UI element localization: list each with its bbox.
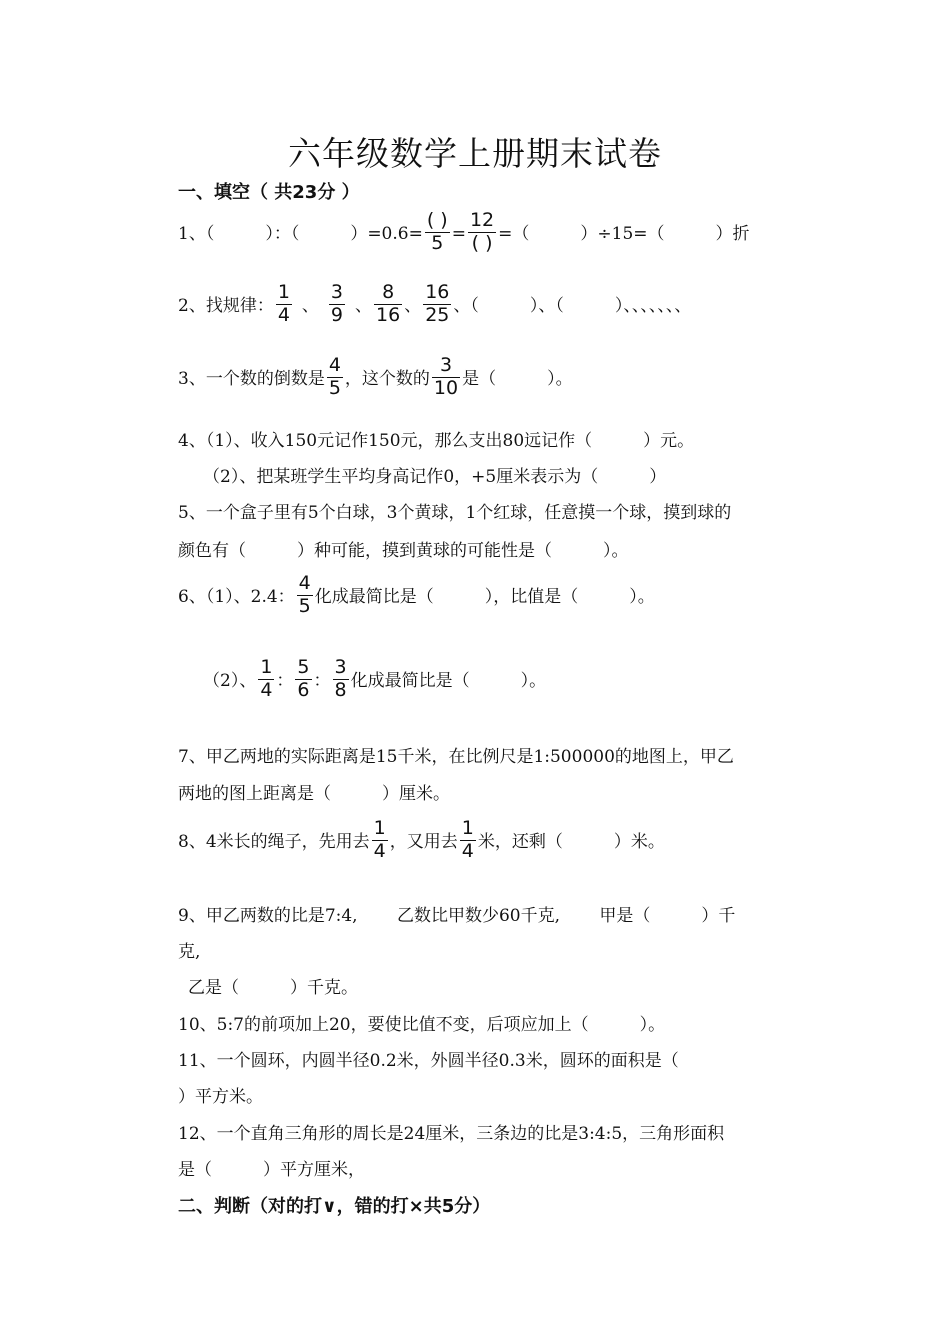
- q2-fraction-3: $\frac{8}{16}$: [376, 281, 401, 326]
- question-6-part-1: 6、（1）、2.4： $\frac{4}{5}$ 化成最简比是（ ），比值是（ ）。: [178, 572, 655, 617]
- question-6-part-2: （2）、 $\frac{1}{4}$ ： $\frac{5}{6}$ ： $\frac{3}{8}$ 化成最简比是（ ）。: [203, 656, 547, 701]
- q1-text-b: =（ ）÷15=（ ）折: [498, 223, 750, 244]
- q1-fraction-2: $\frac{12}{( )}$: [469, 209, 495, 254]
- q2-fraction-1: $\frac{1}{4}$: [277, 281, 290, 326]
- question-5-line-1: 5、一个盒子里有5个白球，3个黄球，1个红球，任意摸一个球，摸到球的: [178, 503, 732, 523]
- question-11-line-1: 11、一个圆环，内圆半径0.2米，外圆半径0.3米，圆环的面积是（: [178, 1051, 679, 1071]
- question-1: [178, 210, 750, 255]
- question-9-line-1: 9、甲乙两数的比是7:4, 乙数比甲数少60千克, 甲是（ ）千: [178, 906, 736, 926]
- question-7-line-2: 两地的图上距离是（ ）厘米。: [178, 784, 450, 804]
- q1-fraction-1: $\frac{( )}{5}$: [426, 209, 448, 254]
- q2-fraction-2: $\frac{3}{9}$: [330, 281, 344, 326]
- q6b-fraction-3: $\frac{3}{8}$: [334, 656, 347, 701]
- section-true-false-heading: 二、判断（对的打∨，错的打×共5分）: [178, 1196, 491, 1217]
- question-7-line-1: 7、甲乙两地的实际距离是15千米，在比例尺是1:500000的地图上，甲乙: [178, 747, 734, 767]
- q3-fraction-1: $\frac{4}{5}$: [328, 354, 341, 399]
- q2-text-a: 2、找规律：: [178, 295, 274, 316]
- q6-fraction-1: $\frac{4}{5}$: [298, 572, 311, 617]
- question-2: 2、找规律： $\frac{1}{4}$ 、 $\frac{3}{9}$ 、 $\frac{8}{16}$ 、 $\frac{16}{25}$ 、（ ）、（ ）、、、、、、、: [178, 281, 692, 326]
- q3-fraction-2: $\frac{3}{10}$: [433, 354, 459, 399]
- q8-fraction-2: $\frac{1}{4}$: [461, 817, 474, 862]
- question-12-line-1: 12、一个直角三角形的周长是24厘米，三条边的比是3:4:5，三角形面积: [178, 1124, 725, 1144]
- page-title: 六年级数学上册期末试卷: [288, 134, 662, 173]
- q6b-fraction-2: $\frac{5}{6}$: [297, 656, 310, 701]
- q8-fraction-1: $\frac{1}{4}$: [373, 817, 386, 862]
- q6b-fraction-1: $\frac{1}{4}$: [260, 656, 273, 701]
- question-5-line-2: 颜色有（ ）种可能，摸到黄球的可能性是（ ）。: [178, 541, 629, 561]
- question-4-part-2: （2）、把某班学生平均身高记作0，+5厘米表示为（ ）: [203, 467, 667, 487]
- question-9-line-2: 克,: [178, 942, 201, 962]
- question-12-line-2: 是（ ）平方厘米，: [178, 1160, 365, 1180]
- question-3: 3、一个数的倒数是 $\frac{4}{5}$ ，这个数的 $\frac{3}{10}$ 是（ ）。: [178, 354, 573, 399]
- question-10: 10、5:7的前项加上20，要使比值不变，后项应加上（ ）。: [178, 1015, 666, 1035]
- question-8: 8、4米长的绳子，先用去 $\frac{1}{4}$ ，又用去 $\frac{1}{4}$ 米，还剩（ ）米。: [178, 817, 665, 862]
- section-fill-blank-heading: 一、填空（ 共23分 ）: [178, 182, 360, 203]
- question-11-line-2: ）平方米。: [178, 1087, 263, 1107]
- q1-text-a: 1、（ ）：（ ）=0.6=: [178, 223, 423, 244]
- q2-text-b: 、（ ）、（ ）、、、、、、、: [453, 295, 692, 316]
- q1-equals: =: [451, 223, 466, 244]
- question-9-line-3: 乙是（ ）千克。: [188, 978, 358, 998]
- question-4-part-1: 4、（1）、收入150元记作150元，那么支出80远记作（ ）元。: [178, 431, 695, 451]
- q2-fraction-4: $\frac{16}{25}$: [425, 281, 450, 326]
